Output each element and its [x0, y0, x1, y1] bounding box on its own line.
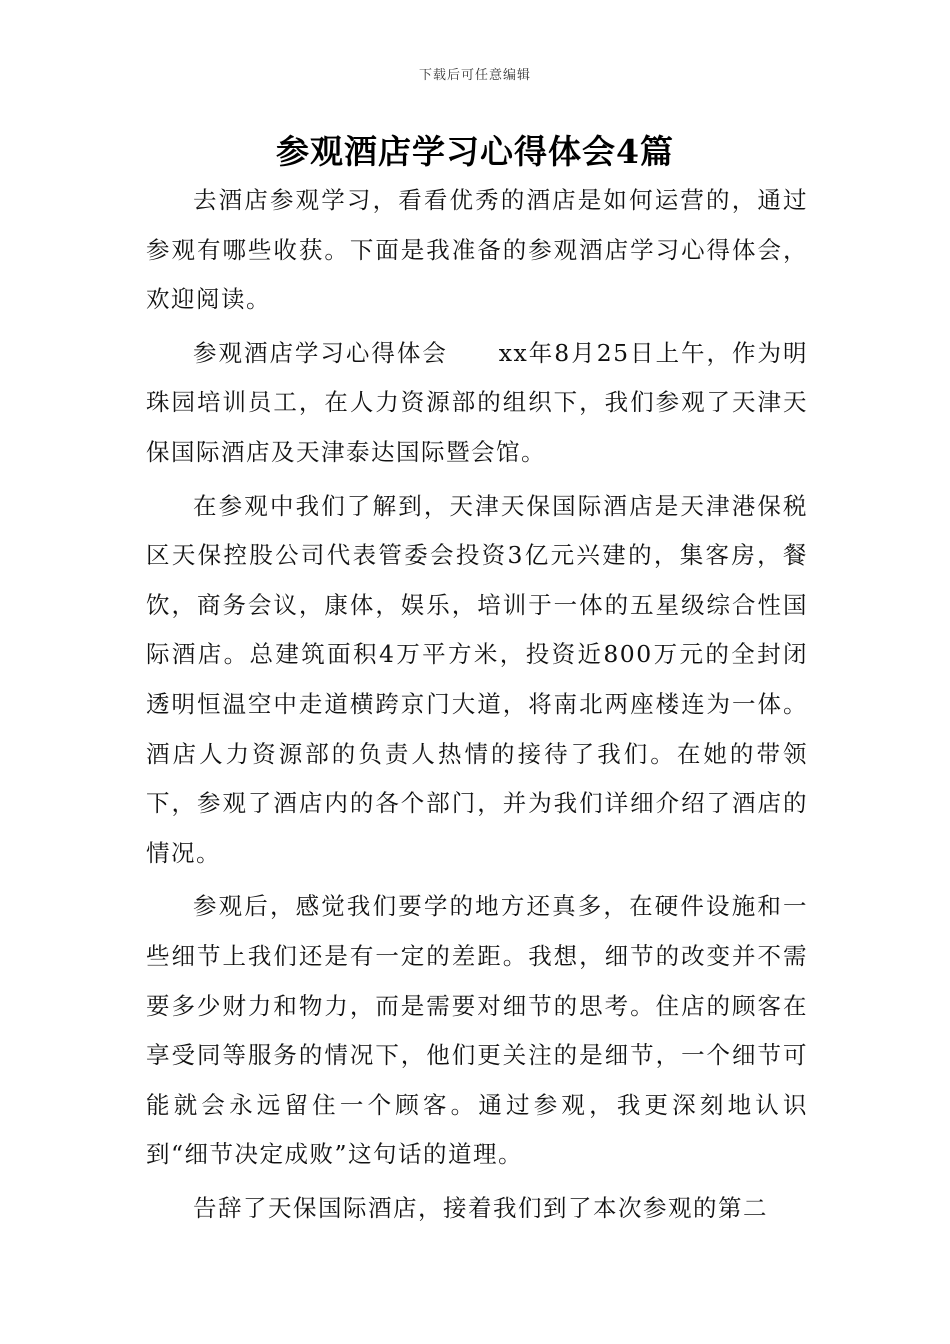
page-header-note: 下载后可任意编辑	[418, 68, 531, 83]
paragraph-intro: 去酒店参观学习，看看优秀的酒店是如何运营的，通过参观有哪些收获。下面是我准备的参观酒店学习心得体会，欢迎阅读。	[146, 186, 808, 314]
paragraph-hotel-info: 在参观中我们了解到，天津天保国际酒店是天津港保税区天保控股公司代表管委会投资3亿元兴建的，集客房，餐饮，商务会议，康体，娱乐，培训于一体的五星级综合性国际酒店。总建筑面积4万平方米，投资近800万元的全封闭透明恒温空中走道横跨京门大道，将南北两座楼连为一体。酒店人力资源部的负责人热情的接待了我们。在她的带领下，参观了酒店内的各个部门，并为我们详细介绍了酒店的情况。	[146, 491, 808, 867]
paragraph-reflection: 参观后，感觉我们要学的地方还真多，在硬件设施和一些细节上我们还是有一定的差距。我想，细节的改变并不需要多少财力和物力，而是需要对细节的思考。住店的顾客在享受同等服务的情况下，他们更关注的是细节，一个细节可能就会永远留住一个顾客。通过参观，我更深刻地认识到“细节决定成败”这句话的道理。	[146, 892, 808, 1169]
document-title: 参观酒店学习心得体会4篇	[276, 132, 674, 171]
paragraph-second-stop: 告辞了天保国际酒店，接着我们到了本次参观的第二	[193, 1193, 768, 1222]
paragraph-visit-date: 参观酒店学习心得体会 xx年8月25日上午，作为明珠园培训员工，在人力资源部的组织下，我们参观了天津天保国际酒店及天津泰达国际暨会馆。	[146, 338, 808, 466]
document-body	[146, 176, 808, 1237]
